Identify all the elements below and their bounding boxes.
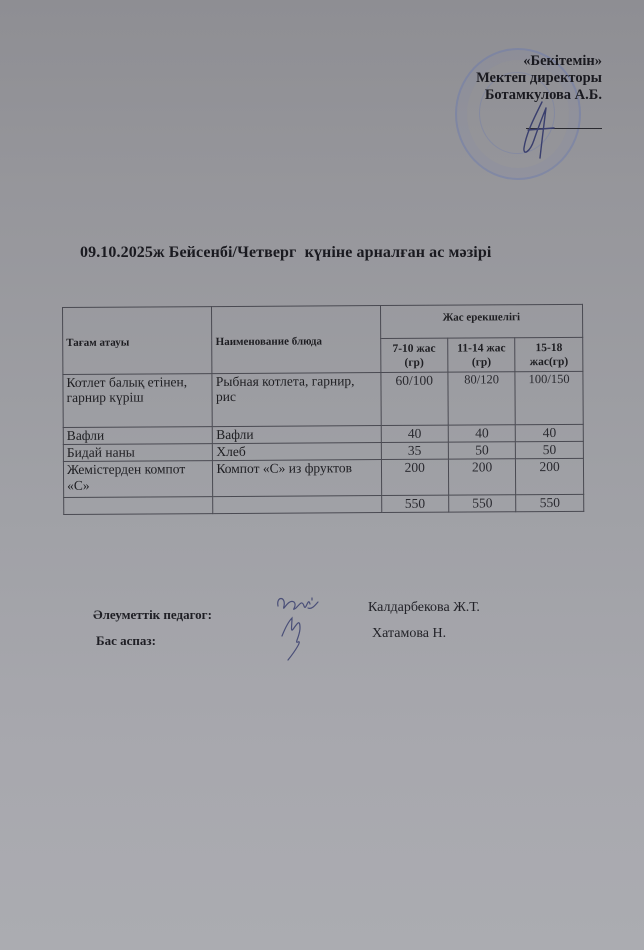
table-header-row bbox=[63, 304, 583, 340]
portion-7-10: 200 bbox=[381, 459, 449, 495]
header-name-kk: Тағам атауы bbox=[63, 307, 213, 375]
total-7-10: 550 bbox=[381, 495, 449, 512]
dish-name-ru: Хлеб bbox=[213, 443, 381, 461]
portion-11-14: 50 bbox=[448, 442, 515, 459]
header-age-11-14: 11-14 жас (гр) bbox=[448, 338, 515, 372]
header-age-7-10: 7-10 жас (гр) bbox=[380, 338, 448, 372]
handwritten-signature-icon bbox=[272, 592, 322, 664]
total-15-18: 550 bbox=[516, 494, 584, 511]
portion-7-10: 35 bbox=[381, 442, 449, 459]
dish-name-kk: Вафли bbox=[63, 427, 213, 445]
approval-block bbox=[476, 53, 602, 104]
portion-15-18: 50 bbox=[516, 441, 584, 458]
dish-name-kk: Жемістерден компот «С» bbox=[63, 461, 213, 498]
portion-7-10: 60/100 bbox=[380, 372, 448, 425]
dish-name-ru: Компот «С» из фруктов bbox=[213, 460, 381, 497]
approval-heading: «Бекітемін» bbox=[523, 53, 602, 69]
total-empty-kk bbox=[64, 497, 214, 515]
dish-name-ru: Вафли bbox=[213, 426, 381, 444]
portion-15-18: 40 bbox=[516, 424, 584, 441]
dish-name-ru: Рыбная котлета, гарнир, рис bbox=[212, 373, 380, 427]
page-title: 09.10.2025ж Бейсенбі/Четверг күніне арналған ас мәзірі bbox=[80, 244, 492, 261]
portion-11-14: 80/120 bbox=[448, 372, 516, 425]
dish-name-kk: Бидай наны bbox=[63, 444, 213, 462]
director-signature-icon bbox=[520, 100, 556, 160]
social-pedagogue-name: Калдарбекова Ж.Т. bbox=[368, 600, 480, 615]
head-cook-name: Хатамова Н. bbox=[372, 626, 447, 641]
header-age-group: Жас ерекшелігі bbox=[380, 304, 583, 338]
table-total-row bbox=[64, 494, 584, 514]
approval-position: Мектеп директоры bbox=[476, 70, 602, 86]
social-pedagogue-label: Әлеуметтік педагог: bbox=[93, 607, 212, 622]
total-empty-ru bbox=[213, 496, 381, 514]
table-row bbox=[63, 371, 583, 427]
portion-11-14: 200 bbox=[448, 459, 515, 495]
approval-director-name: Ботамкулова А.Б. bbox=[484, 87, 602, 103]
dish-name-kk: Котлет балық етінен, гарнир күріш bbox=[63, 374, 213, 428]
head-cook-label: Бас аспаз: bbox=[96, 633, 156, 648]
table-row bbox=[63, 458, 583, 497]
header-name-ru: Наименование блюда bbox=[212, 306, 381, 374]
total-11-14: 550 bbox=[449, 495, 516, 512]
portion-7-10: 40 bbox=[381, 425, 449, 442]
portion-11-14: 40 bbox=[448, 425, 515, 442]
portion-15-18: 100/150 bbox=[515, 371, 583, 424]
menu-table bbox=[62, 304, 584, 515]
portion-15-18: 200 bbox=[516, 458, 584, 494]
header-age-15-18: 15-18 жас(гр) bbox=[515, 337, 583, 371]
